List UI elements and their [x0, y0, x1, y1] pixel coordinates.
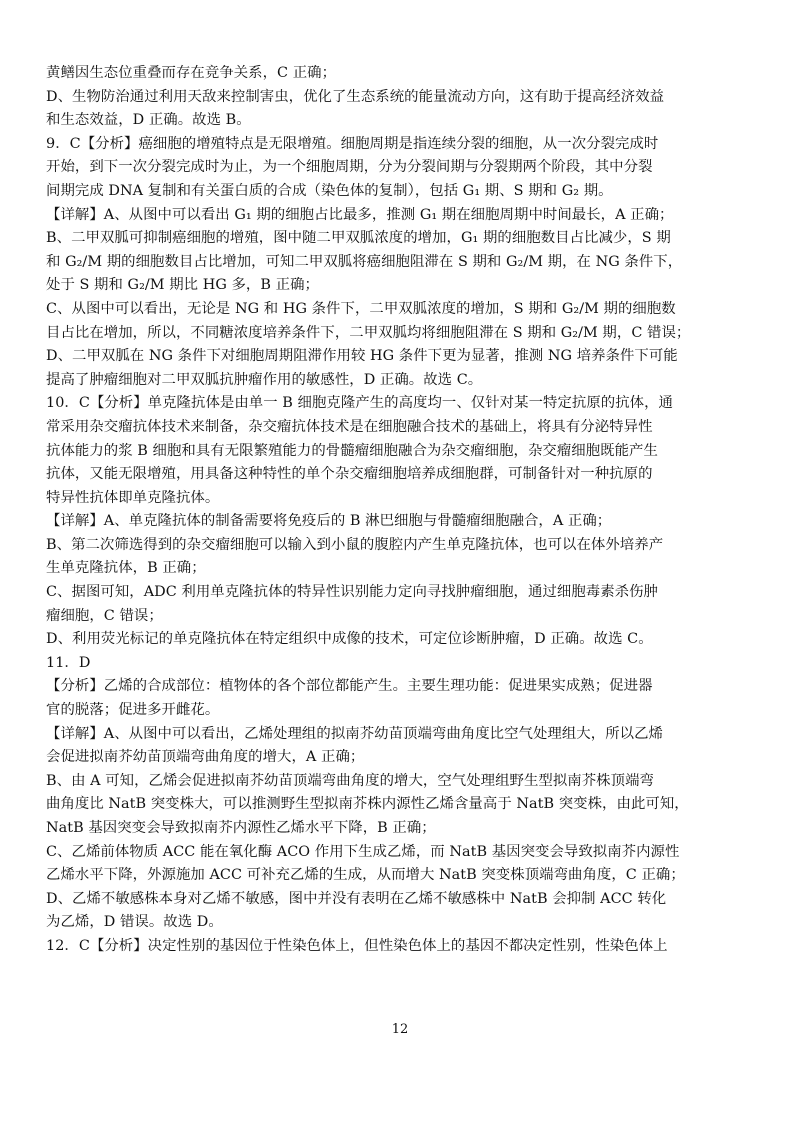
document-body — [46, 62, 754, 959]
text-line: B、第二次筛选得到的杂交瘤细胞可以输入到小鼠的腹腔内产生单克隆抗体，也可以在体外培养产 — [46, 536, 664, 553]
text-line: 和生态效益，D 正确。故选 B。 — [46, 112, 251, 129]
text-line: 常采用杂交瘤抗体技术来制备，杂交瘤抗体技术是在细胞融合技术的基础上，将具有分泌特异性 — [46, 418, 653, 435]
text-line: 【详解】A、单克隆抗体的制备需要将免疫后的 B 淋巴细胞与骨髓瘤细胞融合，A 正确； — [46, 513, 612, 530]
text-line: B、由 A 可知，乙烯会促进拟南芥幼苗顶端弯曲角度的增大，空气处理组野生型拟南芥株顶端弯 — [46, 772, 654, 789]
text-line: 【分析】乙烯的合成部位：植物体的各个部位都能产生。主要生理功能：促进果实成熟；促进器 — [46, 678, 653, 695]
text-line: 【详解】A、从图中可以看出 G₁ 期的细胞占比最多，推测 G₁ 期在细胞周期中时间最长，A 正确； — [46, 206, 674, 223]
text-line: B、二甲双胍可抑制癌细胞的增殖，图中随二甲双胍浓度的增加，G₁ 期的细胞数目占比减少，S 期 — [46, 230, 671, 247]
text-line: 提高了肿瘤细胞对二甲双胍抗肿瘤作用的敏感性，D 正确。故选 C。 — [46, 371, 483, 388]
text-line: C、据图可知，ADC 利用单克隆抗体的特异性识别能力定向寻找肿瘤细胞，通过细胞毒素杀伤肿 — [46, 584, 658, 601]
text-line: 9．C【分析】癌细胞的增殖特点是无限增殖。细胞周期是指连续分裂的细胞，从一次分裂完成时 — [46, 135, 659, 152]
text-line: 和 G₂/M 期的细胞数目占比增加，可知二甲双胍将癌细胞阻滞在 S 期和 G₂/M 期，在 NG 条件下， — [46, 253, 683, 270]
text-line: 【详解】A、从图中可以看出，乙烯处理组的拟南芥幼苗顶端弯曲角度比空气处理组大，所以乙烯 — [46, 725, 663, 742]
text-line: 生单克隆抗体，B 正确； — [46, 560, 206, 577]
text-line: 处于 S 期和 G₂/M 期比 HG 多，B 正确； — [46, 277, 319, 294]
text-line: 目占比在增加，所以，不同糖浓度培养条件下，二甲双胍均将细胞阻滞在 S 期和 G₂/M 期，C 错误； — [46, 324, 691, 341]
text-line: 12．C【分析】决定性别的基因位于性染色体上，但性染色体上的基因不都决定性别，性染色体上 — [46, 937, 668, 954]
text-line: 开始，到下一次分裂完成时为止，为一个细胞周期，分为分裂间期与分裂期两个阶段，其中分裂 — [46, 159, 653, 176]
text-line: 为乙烯，D 错误。故选 D。 — [46, 914, 223, 931]
page-number: 12 — [391, 1022, 409, 1037]
text-line: NatB 基因突变会导致拟南芥内源性乙烯水平下降，B 正确； — [46, 820, 436, 836]
text-line: 间期完成 DNA 复制和有关蛋白质的合成（染色体的复制），包括 G₁ 期、S 期和 G₂ 期。 — [46, 182, 613, 199]
text-line: 瘤细胞，C 错误； — [46, 607, 163, 624]
text-line: 乙烯水平下降，外源施加 ACC 可补充乙烯的生成，从而增大 NatB 突变株顶端弯曲角度，C 正确； — [46, 867, 685, 884]
text-line: 黄鳝因生态位重叠而存在竞争关系，C 正确； — [46, 65, 337, 81]
text-line: 抗体能力的浆 B 细胞和具有无限繁殖能力的骨髓瘤细胞融合为杂交瘤细胞，杂交瘤细胞既能产生 — [46, 442, 658, 459]
text-line: D、利用荧光标记的单克隆抗体在特定组织中成像的技术，可定位诊断肿瘤，D 正确。故选 C。 — [46, 631, 653, 648]
text-line: 特异性抗体即单克隆抗体。 — [46, 489, 220, 506]
text-line: D、乙烯不敏感株本身对乙烯不敏感，图中并没有表明在乙烯不敏感株中 NatB 会抑制 ACC 转化 — [46, 890, 667, 907]
text-line: 10．C【分析】单克隆抗体是由单一 B 细胞克隆产生的高度均一、仅针对某一特定抗原的抗体，通 — [46, 395, 673, 412]
text-line: D、生物防治通过利用天敌来控制害虫，优化了生态系统的能量流动方向，这有助于提高经济效益 — [46, 88, 665, 105]
text-line: C、从图中可以看出，无论是 NG 和 HG 条件下，二甲双胍浓度的增加，S 期和 G₂/M 期的细胞数 — [46, 300, 676, 317]
text-line: 11．D — [46, 654, 91, 671]
text-line: C、乙烯前体物质 ACC 能在氧化酶 ACO 作用下生成乙烯，而 NatB 基因突变会导致拟南芥内源性 — [46, 843, 680, 860]
text-line: 会促进拟南芥幼苗顶端弯曲角度的增大，A 正确； — [46, 749, 365, 766]
text-line: 官的脱落；促进多开雌花。 — [46, 702, 220, 719]
text-line: 抗体，又能无限增殖，用具备这种特性的单个杂交瘤细胞培养成细胞群，可制备针对一种抗原的 — [46, 466, 653, 483]
text-line: 曲角度比 NatB 突变株大，可以推测野生型拟南芥株内源性乙烯含量高于 NatB 突变株，由此可知， — [46, 796, 689, 813]
text-line: D、二甲双胍在 NG 条件下对细胞周期阻滞作用较 HG 条件下更为显著，推测 NG 培养条件下可能 — [46, 348, 678, 365]
